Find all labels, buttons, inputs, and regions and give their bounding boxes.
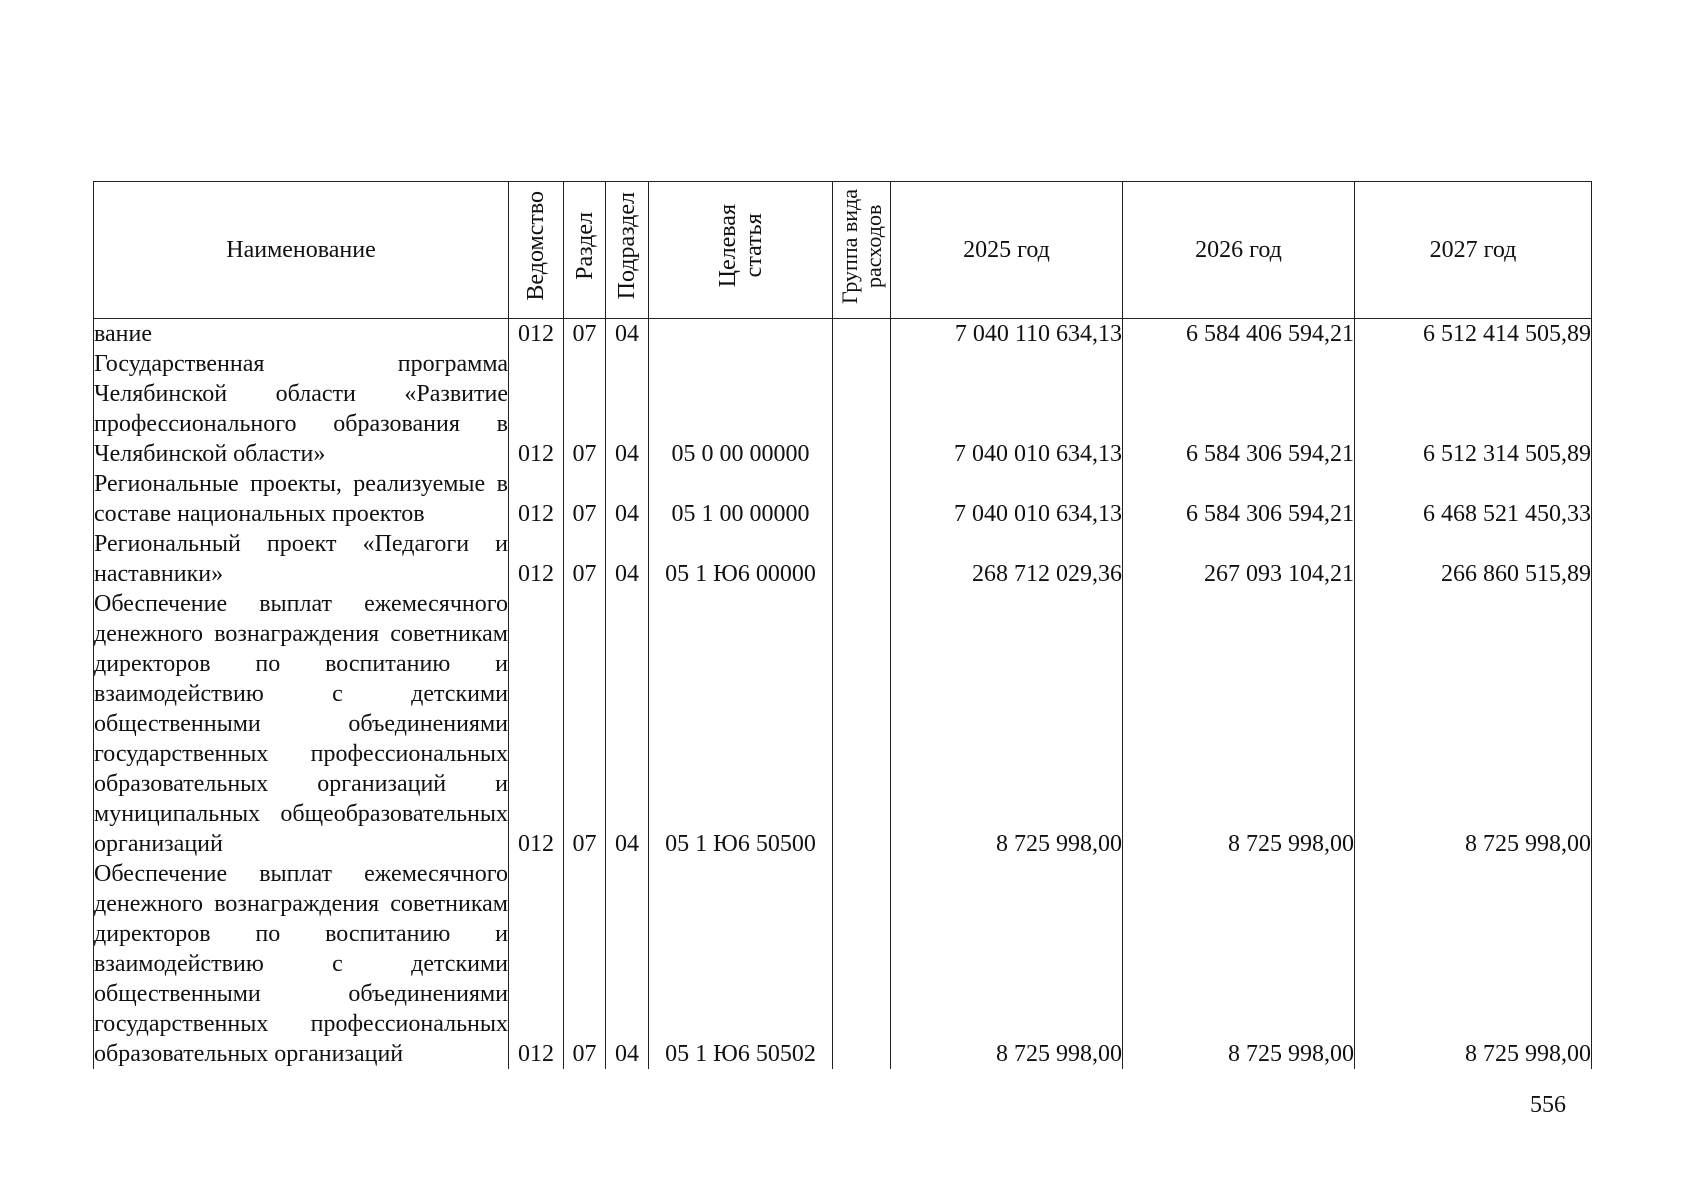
row-celevaya-statya: 05 1 Ю6 00000 xyxy=(649,529,833,589)
row-2027: 8 725 998,00 xyxy=(1355,589,1592,859)
row-2027: 266 860 515,89 xyxy=(1355,529,1592,589)
row-podrazdel: 04 xyxy=(606,349,649,469)
row-razdel: 07 xyxy=(564,469,606,529)
row-gruppa xyxy=(833,859,891,1069)
row-razdel: 07 xyxy=(564,859,606,1069)
row-2025: 7 040 010 634,13 xyxy=(891,469,1123,529)
header-row xyxy=(94,182,1592,319)
row-celevaya-statya: 05 1 Ю6 50500 xyxy=(649,589,833,859)
row-gruppa xyxy=(833,349,891,469)
header-vedomstvo: Ведомство xyxy=(509,182,564,319)
header-2027: 2027 год xyxy=(1355,182,1592,319)
page-number: 556 xyxy=(1530,1092,1566,1118)
row-gruppa xyxy=(833,589,891,859)
header-name: Наименование xyxy=(94,182,509,319)
row-2026: 6 584 306 594,21 xyxy=(1123,349,1355,469)
budget-table xyxy=(93,181,1592,1069)
row-podrazdel: 04 xyxy=(606,859,649,1069)
row-razdel: 07 xyxy=(564,349,606,469)
header-2026: 2026 год xyxy=(1123,182,1355,319)
row-name: вание xyxy=(94,319,509,350)
row-2027: 6 512 314 505,89 xyxy=(1355,349,1592,469)
row-name: Региональный проект «Педагоги и наставники» xyxy=(94,531,508,587)
row-2027: 6 468 521 450,33 xyxy=(1355,469,1592,529)
row-vedomstvo: 012 xyxy=(509,589,564,859)
row-podrazdel: 04 xyxy=(606,589,649,859)
header-celevaya-statya: Целевая статья xyxy=(649,182,833,319)
header-razdel: Раздел xyxy=(564,182,606,319)
row-razdel: 07 xyxy=(564,319,606,350)
row-name: Обеспечение выплат ежемесячного денежного вознаграждения советникам директоров по воспитанию и взаимодействию с детскими общественными объединениями государственных профессиональных образовательных организаций xyxy=(94,861,508,1067)
row-2026: 6 584 306 594,21 xyxy=(1123,469,1355,529)
row-2025: 8 725 998,00 xyxy=(891,859,1123,1069)
table-row xyxy=(94,589,1592,859)
row-2027: 8 725 998,00 xyxy=(1355,859,1592,1069)
header-gruppa-vida-rashodov: Группа вида расходов xyxy=(833,182,891,319)
row-vedomstvo: 012 xyxy=(509,859,564,1069)
table-header xyxy=(94,182,1592,319)
table-row xyxy=(94,319,1592,350)
row-name: Обеспечение выплат ежемесячного денежного вознаграждения советникам директоров по воспитанию и взаимодействию с детскими общественными объединениями государственных профессиональных образовательных организаций и муниципальных общеобразовательных организаций xyxy=(94,591,508,857)
row-razdel: 07 xyxy=(564,589,606,859)
row-celevaya-statya: 05 0 00 00000 xyxy=(649,349,833,469)
row-name: Государственная программа Челябинской области «Развитие профессионального образования в Челябинской области» xyxy=(94,351,508,467)
row-gruppa xyxy=(833,529,891,589)
row-2025: 268 712 029,36 xyxy=(891,529,1123,589)
row-razdel: 07 xyxy=(564,529,606,589)
table-row xyxy=(94,859,1592,1069)
row-2026: 6 584 406 594,21 xyxy=(1123,319,1355,350)
row-2026: 8 725 998,00 xyxy=(1123,589,1355,859)
table-row xyxy=(94,349,1592,469)
header-podrazdel: Подраздел xyxy=(606,182,649,319)
row-vedomstvo: 012 xyxy=(509,469,564,529)
row-podrazdel: 04 xyxy=(606,469,649,529)
row-2025: 7 040 010 634,13 xyxy=(891,349,1123,469)
row-vedomstvo: 012 xyxy=(509,529,564,589)
header-2025: 2025 год xyxy=(891,182,1123,319)
row-celevaya-statya: 05 1 Ю6 50502 xyxy=(649,859,833,1069)
row-2025: 7 040 110 634,13 xyxy=(891,319,1123,350)
table-row xyxy=(94,529,1592,589)
row-2026: 267 093 104,21 xyxy=(1123,529,1355,589)
row-gruppa xyxy=(833,469,891,529)
table-row xyxy=(94,469,1592,529)
row-podrazdel: 04 xyxy=(606,319,649,350)
row-2025: 8 725 998,00 xyxy=(891,589,1123,859)
row-celevaya-statya xyxy=(649,319,833,350)
table-body xyxy=(94,319,1592,1070)
row-podrazdel: 04 xyxy=(606,529,649,589)
row-name: Региональные проекты, реализуемые в составе национальных проектов xyxy=(94,471,508,527)
row-celevaya-statya: 05 1 00 00000 xyxy=(649,469,833,529)
row-vedomstvo: 012 xyxy=(509,349,564,469)
row-2027: 6 512 414 505,89 xyxy=(1355,319,1592,350)
row-2026: 8 725 998,00 xyxy=(1123,859,1355,1069)
row-vedomstvo: 012 xyxy=(509,319,564,350)
row-gruppa xyxy=(833,319,891,350)
